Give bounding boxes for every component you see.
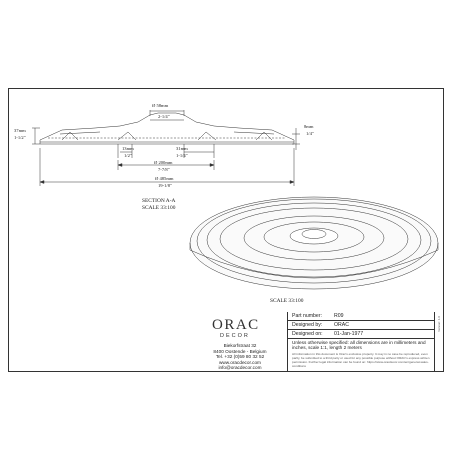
section-scale: SCALE 33:100 (142, 205, 176, 211)
dim-d58-in: 2-1/4" (158, 114, 170, 119)
designed-on-row (288, 330, 434, 339)
address-website[interactable]: www.oracdecor.com (219, 359, 261, 365)
designed-on-value: 01-Jan-1977 (334, 331, 364, 337)
dim-h8-in: 1/4" (306, 131, 314, 136)
company-logo-sub: DECOR (220, 333, 250, 339)
dim-w31-in: 1-1/4" (176, 153, 188, 158)
part-number-value: R09 (334, 313, 344, 319)
dim-w13-in: 1/2" (124, 153, 132, 158)
units-note: Unless otherwise specified: all dimensions are in millimeters and inches, scale 1:1, length 2 meters (292, 340, 426, 351)
version-label: Version: 1.0 (437, 316, 441, 332)
dim-w31: 31mm (176, 146, 188, 151)
company-address (196, 343, 284, 371)
designed-on-label: Designed on: (292, 331, 323, 337)
address-street: Biekorfstraat 32 (223, 343, 257, 348)
dim-d200-in: 7-7/8" (158, 167, 170, 172)
part-number-label: Part number: (292, 313, 322, 319)
title-fields (288, 312, 444, 372)
dim-d200: Ø 200mm (154, 160, 173, 165)
section-label: SECTION A-A (142, 198, 176, 204)
address-email[interactable]: info@oracdecor.com (218, 365, 262, 371)
title-block (192, 312, 444, 372)
part-number-row (288, 312, 434, 321)
designed-by-row (288, 321, 434, 330)
dim-d485-in: 19-1/8" (158, 183, 172, 188)
dim-d58: Ø 58mm (152, 103, 169, 108)
address-tel: Tel. +32 (0)59 80 32 52 (215, 354, 265, 360)
logo-box (192, 312, 288, 372)
dim-h37-in: 1-1/2" (14, 135, 26, 140)
designed-by-label: Designed by: (292, 322, 323, 328)
dim-h8: 8mm (304, 124, 314, 129)
view-scale: SCALE 33:100 (270, 298, 304, 304)
address-city: 8400 Oostende - Belgium (213, 348, 267, 354)
dim-d485: Ø 485mm (155, 176, 174, 181)
dim-w13: 13mm (122, 146, 134, 151)
designed-by-value: ORAC (334, 322, 349, 328)
company-logo: ORAC (212, 317, 260, 333)
dim-h37: 37mm (14, 128, 26, 133)
confidentiality-note: All information in this document is Orac's exclusive property. It may in no case be reproduced, even partly, be submitted to a third party or used for any possible purpose without ORAC's express written permission. Further legal information can be found on: https://www.oracdecor.com/en/general-sales-conditions (292, 352, 430, 368)
version-strip (434, 312, 444, 372)
